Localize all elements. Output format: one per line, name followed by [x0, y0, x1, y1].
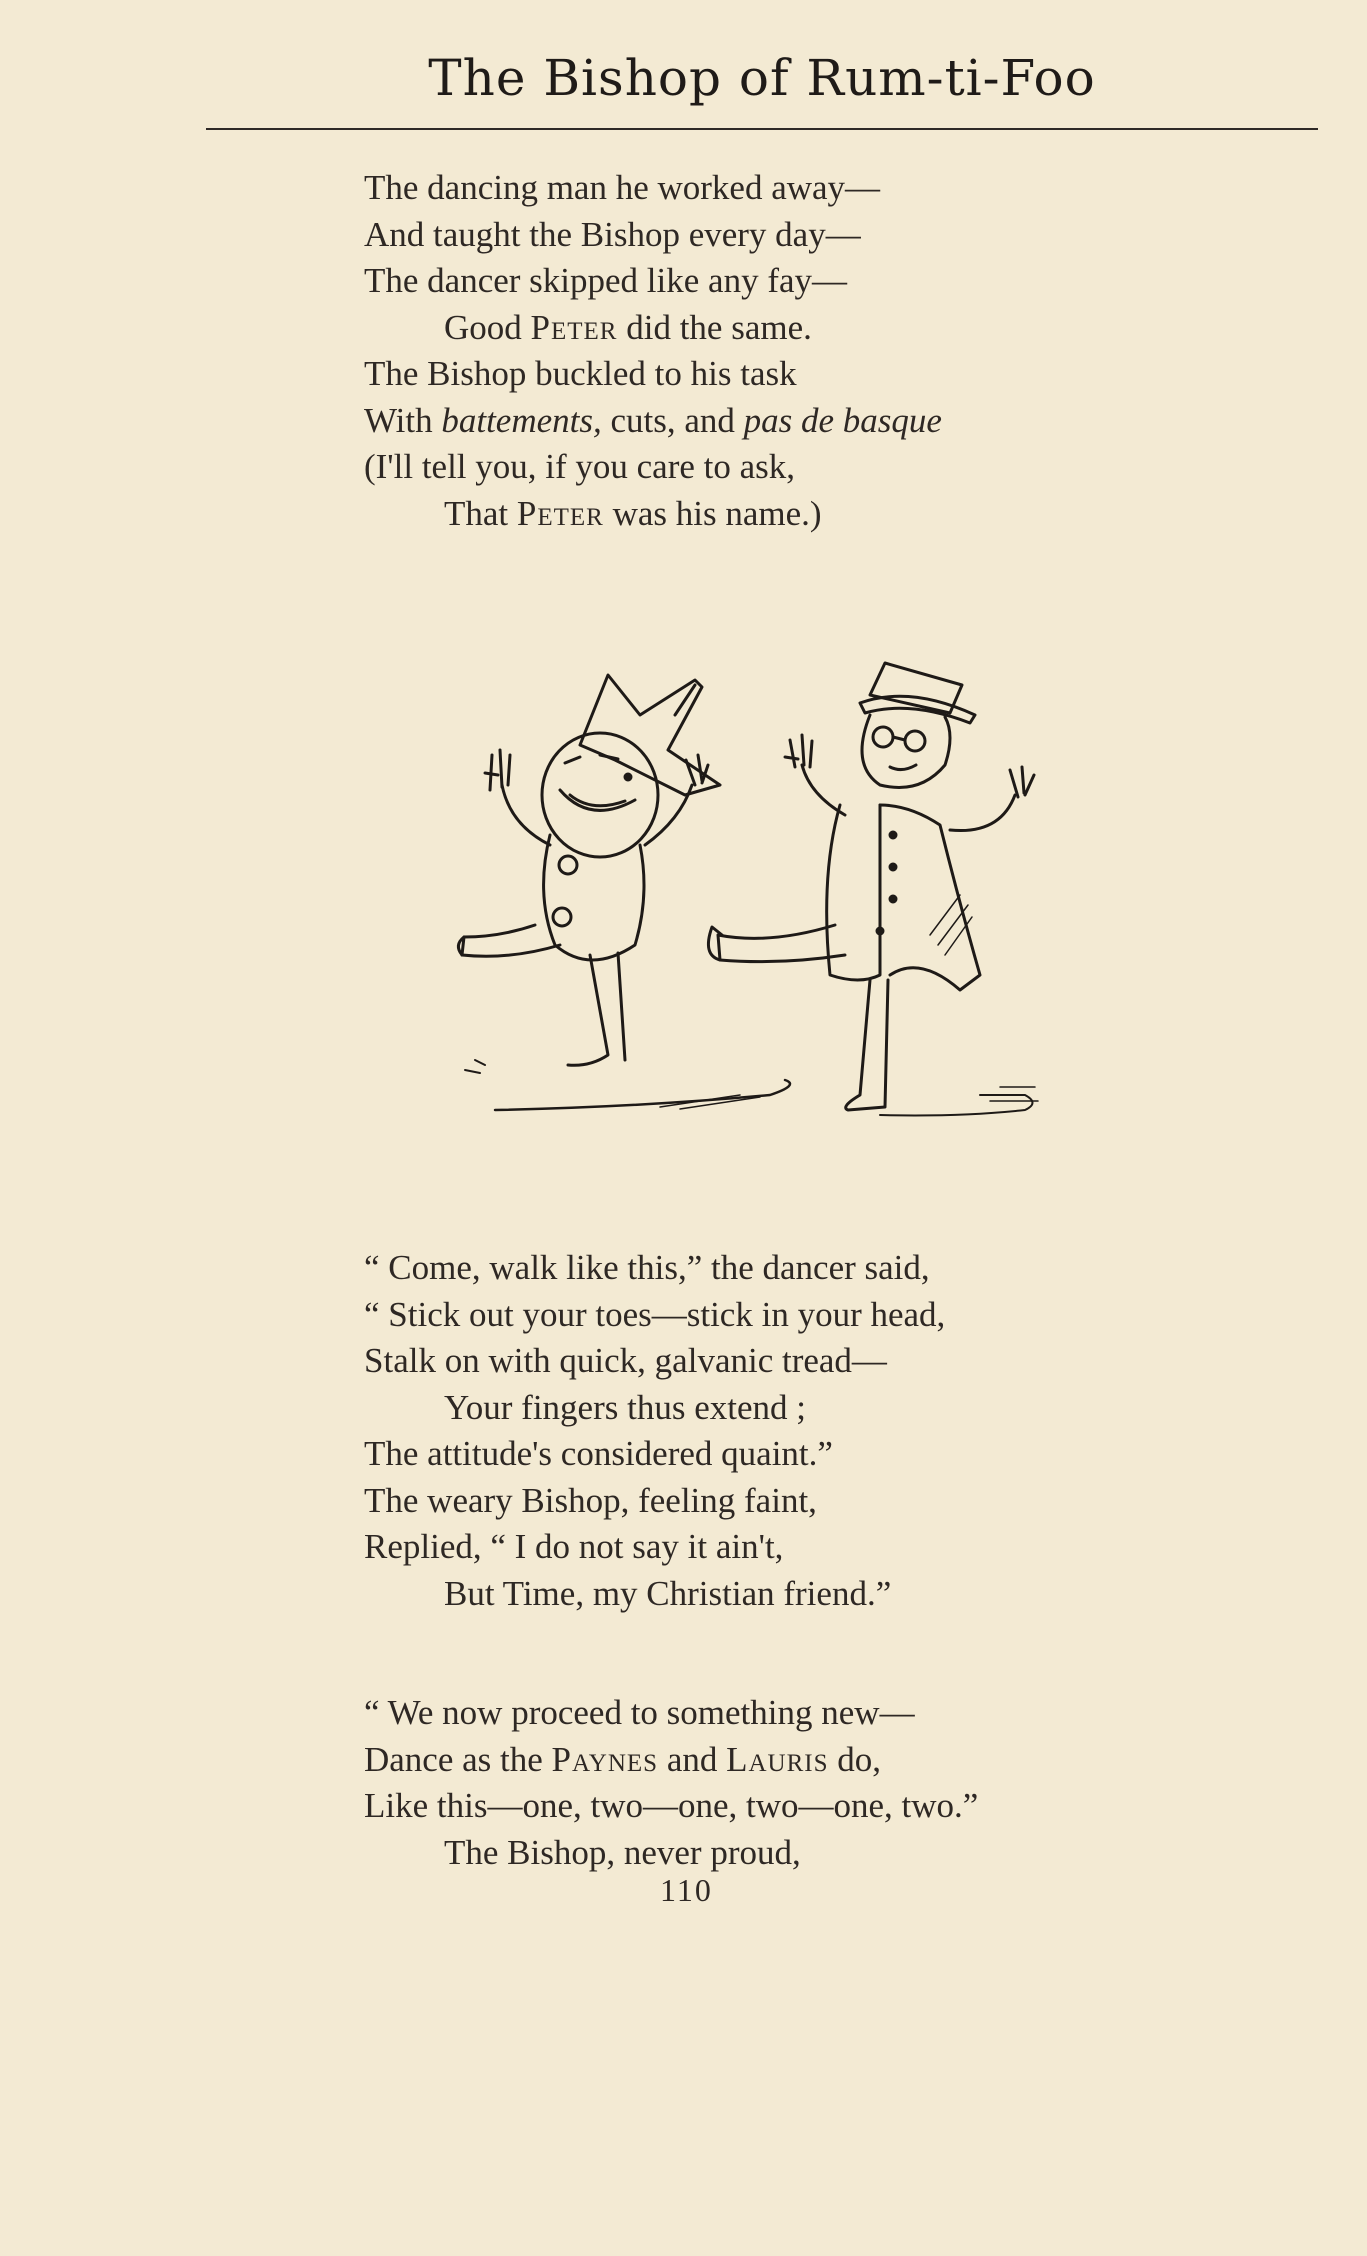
- verse-segment: Like this—one, two—one, two—one, two.”: [364, 1786, 979, 1825]
- verse-segment: Lauris: [726, 1739, 829, 1779]
- verse-line: [364, 212, 942, 259]
- verse-line: [364, 1245, 945, 1292]
- verse-line: [364, 258, 942, 305]
- verse-segment: Good: [444, 307, 531, 347]
- header-rule: [206, 128, 1318, 130]
- verse-line: [364, 1571, 945, 1618]
- verse-segment: Dance as the: [364, 1739, 552, 1779]
- verse-segment: The Bishop buckled to his task: [364, 354, 797, 393]
- verse-segment: The weary Bishop, feeling faint,: [364, 1480, 817, 1520]
- verse-segment: Replied, “ I do not say it ain't,: [364, 1527, 784, 1566]
- verse-line: [364, 491, 942, 538]
- dancing-figures-illustration: [440, 655, 1080, 1135]
- verse-line: [364, 1783, 978, 1830]
- verse-segment: pas de basque: [743, 400, 942, 440]
- verse-line: [364, 165, 942, 212]
- verse-segment: The Bishop, never proud,: [444, 1832, 801, 1872]
- verse-line: [364, 1385, 945, 1432]
- verse-segment: and: [658, 1739, 727, 1779]
- verse-segment: “ Come, walk like this,” the dancer said,: [364, 1248, 930, 1287]
- verse-line: [364, 351, 942, 398]
- verse-segment: Peter: [530, 307, 618, 347]
- stanza-3: [364, 1690, 978, 1876]
- verse-segment: The dancing man he worked away—: [364, 168, 881, 207]
- stanza-1: [364, 165, 942, 537]
- verse-segment: The dancer skipped like any fay—: [364, 261, 848, 300]
- verse-segment: Your fingers thus extend ;: [444, 1387, 806, 1427]
- verse-segment: Stalk on with quick, galvanic tread—: [364, 1341, 887, 1380]
- verse-line: [364, 1478, 945, 1525]
- verse-segment: did the same.: [617, 307, 812, 347]
- verse-line: [364, 1690, 978, 1737]
- page-title: The Bishop of Rum-ti-Foo: [428, 49, 1096, 107]
- verse-line: [364, 398, 942, 445]
- verse-line: [364, 1292, 945, 1339]
- dancer-figure-icon: [458, 675, 790, 1110]
- verse-segment: But Time, my Christian friend.”: [444, 1573, 892, 1613]
- verse-segment: (I'll tell you, if you care to ask,: [364, 447, 796, 486]
- verse-segment: That: [444, 493, 517, 533]
- page-number: 110: [660, 1872, 713, 1908]
- verse-segment: With: [364, 400, 442, 440]
- verse-segment: And taught the Bishop every day—: [364, 214, 861, 254]
- verse-segment: Paynes: [551, 1739, 659, 1779]
- verse-line: [364, 305, 942, 352]
- verse-line: [364, 1338, 945, 1385]
- verse-segment: cuts, and: [601, 400, 744, 440]
- verse-line: [364, 1431, 945, 1478]
- verse-line: [364, 444, 942, 491]
- verse-line: [364, 1524, 945, 1571]
- verse-segment: was his name.): [603, 493, 822, 533]
- verse-segment: “ Stick out your toes—stick in your head,: [364, 1294, 946, 1334]
- verse-segment: battements,: [441, 400, 602, 440]
- verse-segment: Peter: [516, 493, 604, 533]
- verse-line: [364, 1830, 978, 1877]
- verse-segment: do,: [828, 1739, 882, 1779]
- running-head: [206, 38, 1318, 126]
- verse-segment: “ We now proceed to something new—: [364, 1693, 915, 1732]
- bishop-figure-icon: [708, 663, 1038, 1115]
- verse-segment: The attitude's considered quaint.”: [364, 1434, 833, 1473]
- stanza-2: [364, 1245, 945, 1617]
- verse-line: [364, 1737, 978, 1784]
